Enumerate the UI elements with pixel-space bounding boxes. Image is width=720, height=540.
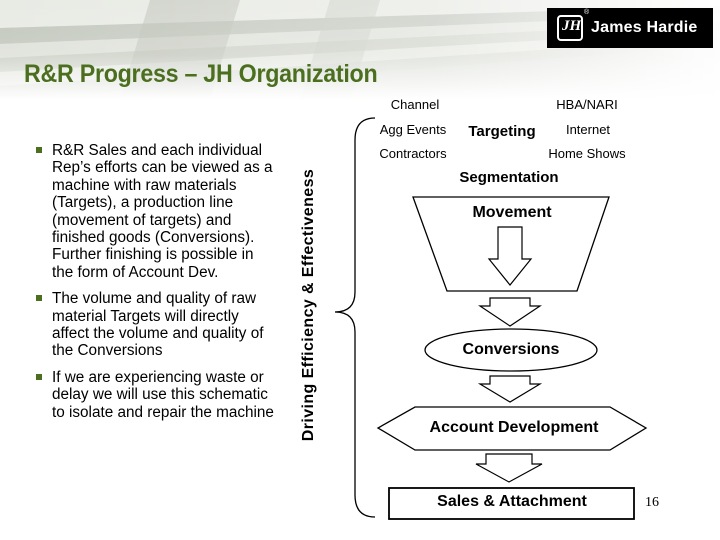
target-internet: Internet [565, 122, 611, 137]
target-home-shows: Home Shows [548, 146, 626, 161]
registered-mark: ® [584, 9, 590, 16]
brand-name: James Hardie [591, 19, 698, 36]
target-channel: Channel [390, 97, 440, 112]
target-agg-events: Agg Events [379, 122, 447, 137]
curly-brace [335, 118, 375, 517]
conversions-label: Conversions [462, 341, 560, 358]
driving-efficiency-label: Driving Efficiency & Effectiveness [300, 168, 317, 442]
bullet-item: If we are experiencing waste or delay we will use this schematic to isolate and repair the machine [36, 369, 276, 421]
down-arrow-icon [476, 454, 542, 482]
down-arrow-icon [480, 298, 540, 326]
bullet-item: The volume and quality of raw material Targets will directly affect the volume and quality of the Conversions [36, 290, 276, 360]
target-hba-nari: HBA/NARI [556, 97, 618, 112]
sales-attachment-label: Sales & Attachment [437, 493, 587, 510]
down-arrow-icon [480, 376, 540, 402]
targeting-label: Targeting [468, 123, 536, 140]
account-development-label: Account Development [429, 419, 599, 436]
movement-label: Movement [472, 204, 552, 221]
target-contractors: Contractors [379, 146, 447, 161]
bullet-item: R&R Sales and each individual Rep’s efforts can be viewed as a machine with raw materials (Targets), a production line (movement of targets) and finished goods (Conversions). Further finishing is possible in the form of Account Dev. [36, 142, 276, 281]
segmentation-label: Segmentation [459, 169, 559, 186]
slide-title: R&R Progress – JH Organization [24, 60, 378, 88]
slide-number: 16 [645, 495, 659, 510]
jh-logo-icon: JH [557, 15, 583, 41]
